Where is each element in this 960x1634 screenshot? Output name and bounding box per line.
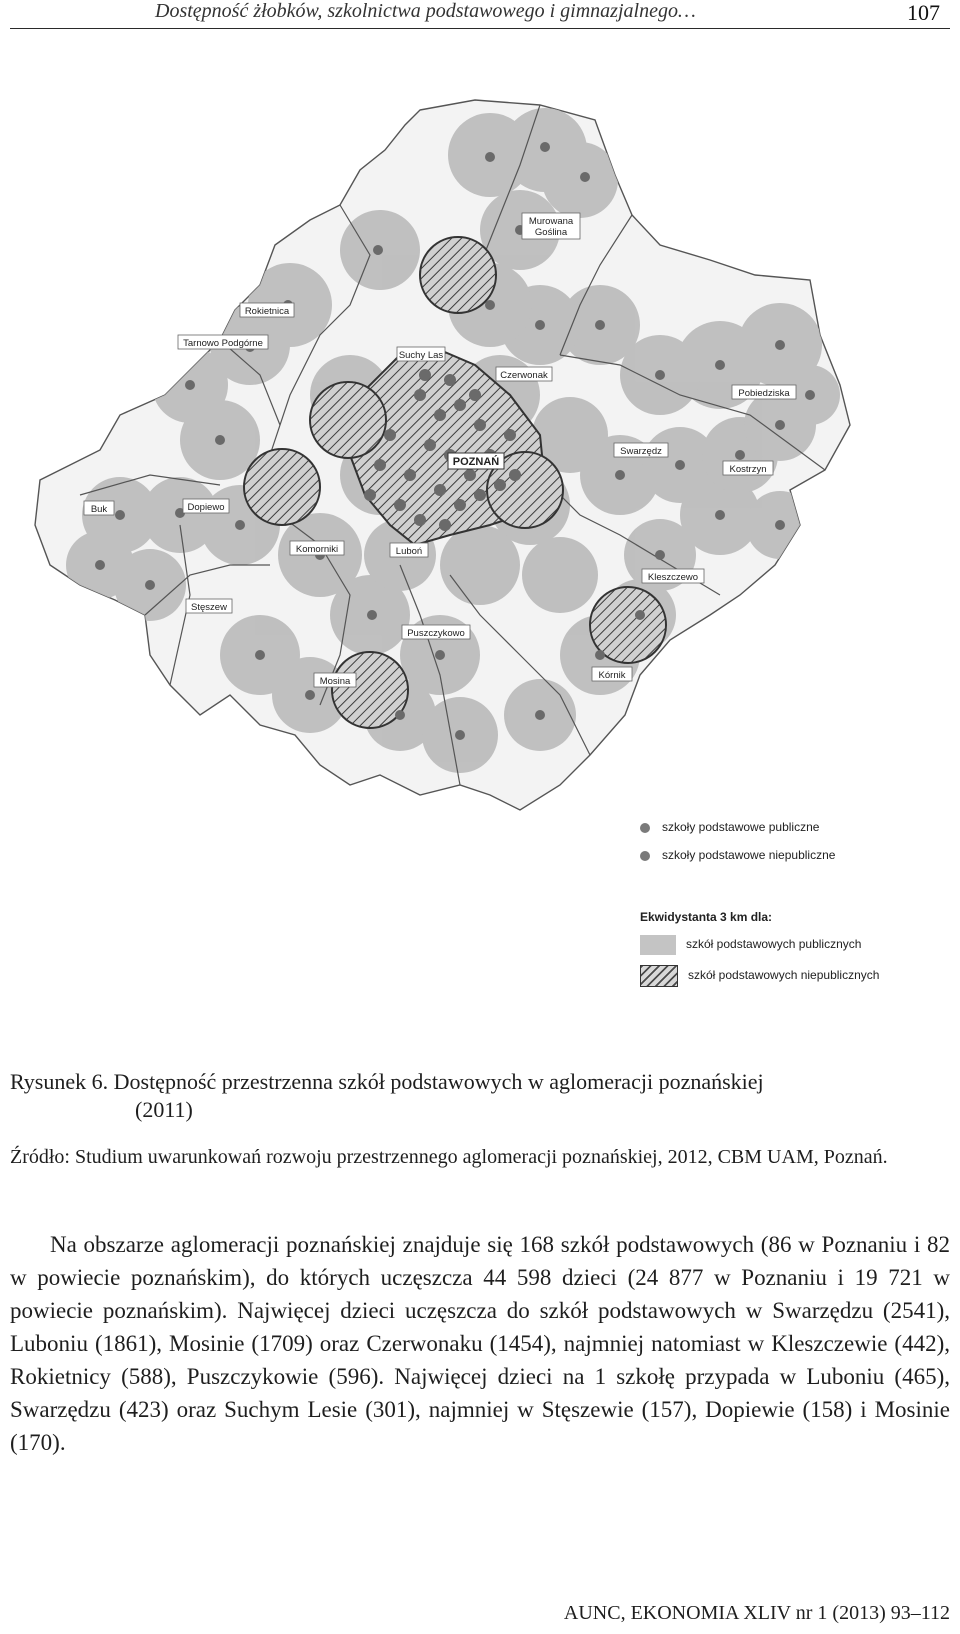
- svg-text:Tarnowo Podgórne: Tarnowo Podgórne: [183, 338, 263, 349]
- svg-text:Kleszczewo: Kleszczewo: [647, 572, 699, 583]
- private-school-dot-icon: [640, 851, 650, 861]
- svg-text:Pobiedziska: Pobiedziska: [738, 388, 790, 399]
- journal-footer: AUNC, EKONOMIA XLIV nr 1 (2013) 93–112: [563, 1602, 950, 1624]
- figure-label: Rysunek 6.: [10, 1069, 109, 1094]
- place-label-tarnowo-podgorne: [178, 335, 268, 349]
- public-zone-swatch-icon: [640, 935, 676, 955]
- place-label-kostrzyn: [723, 461, 773, 475]
- place-label-poznan: [448, 453, 504, 469]
- map-legend: [640, 820, 960, 1000]
- private-zone-swatch-icon: [640, 965, 678, 987]
- svg-text:Kórnik: Kórnik: [598, 670, 626, 681]
- svg-text:Stęszew: Stęszew: [191, 602, 227, 613]
- legend-private-zone: szkół podstawowych niepublicznych: [640, 965, 879, 987]
- svg-text:Suchy Las: Suchy Las: [398, 350, 444, 361]
- place-label-steszew: [186, 599, 232, 613]
- place-label-buk: [84, 501, 114, 515]
- running-title: Dostępność żłobków, szkolnictwa podstawowego i gimnazjalnego…: [155, 0, 696, 22]
- place-label-lubon: [390, 543, 428, 557]
- legend-public-schools: szkoły podstawowe publiczne: [640, 820, 819, 834]
- svg-text:Luboń: Luboń: [395, 546, 423, 557]
- place-label-czerwonak: [496, 367, 552, 381]
- page-number: 107: [907, 0, 940, 25]
- svg-text:MurowanaGoślina: Murowana Goślina: [528, 216, 574, 238]
- place-label-suchy-las: [397, 347, 445, 361]
- svg-text:POZNAŃ: POZNAŃ: [452, 456, 500, 468]
- svg-text:Buk: Buk: [90, 504, 108, 515]
- place-label-dopiewo: [183, 499, 229, 513]
- figure-title-line2: (2011): [135, 1097, 193, 1122]
- place-label-murowana-goslina: [522, 213, 580, 239]
- place-label-kleszczewo: [642, 569, 704, 583]
- figure-title-line1: Dostępność przestrzenna szkół podstawowych w aglomeracji poznańskiej: [113, 1069, 764, 1094]
- body-paragraph: Na obszarze aglomeracji poznańskiej znajduje się 168 szkół podstawowych (86 w Poznaniu i 82 w powiecie poznańskim), do których uczęszcza 44 598 dzieci (24 877 w Poznaniu i 19 721 w powiecie poznańskim). Najwięcej dzieci uczęszcza do szkół podstawowych w Swarzędzu (2541), Luboniu (1861), Mosinie (1709) oraz Czerwonaku (1454), najmniej natomiast w Kleszczewie (442), Rokietnicy (588), Puszczykowie (596). Najwięcej dzieci na 1 szkołę przypada w Luboniu (465), Swarzędzu (423) oraz Suchym Lesie (301), najmniej w Stęszewie (157), Dopiewie (158) i Mosinie (170).: [10, 1232, 950, 1455]
- svg-text:Czerwonak: Czerwonak: [500, 370, 548, 381]
- svg-text:Rokietnica: Rokietnica: [244, 306, 290, 317]
- svg-text:Mosina: Mosina: [319, 676, 351, 687]
- place-label-puszczykowo: [402, 625, 470, 639]
- svg-text:Dopiewo: Dopiewo: [187, 502, 225, 513]
- svg-text:Komorniki: Komorniki: [295, 544, 339, 555]
- place-label-kornik: [592, 667, 632, 681]
- place-label-rokietnica: [240, 303, 294, 317]
- place-label-pobiedziska: [732, 385, 796, 399]
- legend-public-zone: szkół podstawowych publicznych: [640, 935, 861, 955]
- running-header: [10, 0, 950, 29]
- svg-text:Puszczykowo: Puszczykowo: [407, 628, 465, 639]
- svg-text:Swarzędz: Swarzędz: [620, 446, 662, 457]
- public-school-dot-icon: [640, 823, 650, 833]
- place-label-swarzedz: [614, 443, 668, 457]
- svg-text:Kostrzyn: Kostrzyn: [729, 464, 767, 475]
- place-label-mosina: [314, 673, 356, 687]
- legend-private-schools: szkoły podstawowe niepubliczne: [640, 848, 835, 862]
- figure-caption: [10, 1068, 950, 1124]
- legend-heading: Ekwidystanta 3 km dla:: [640, 910, 773, 924]
- place-label-komorniki: [290, 541, 344, 555]
- figure-source: Źródło: Studium uwarunkowań rozwoju przestrzennego aglomeracji poznańskiej, 2012, CBM UAM, Poznań.: [10, 1146, 888, 1168]
